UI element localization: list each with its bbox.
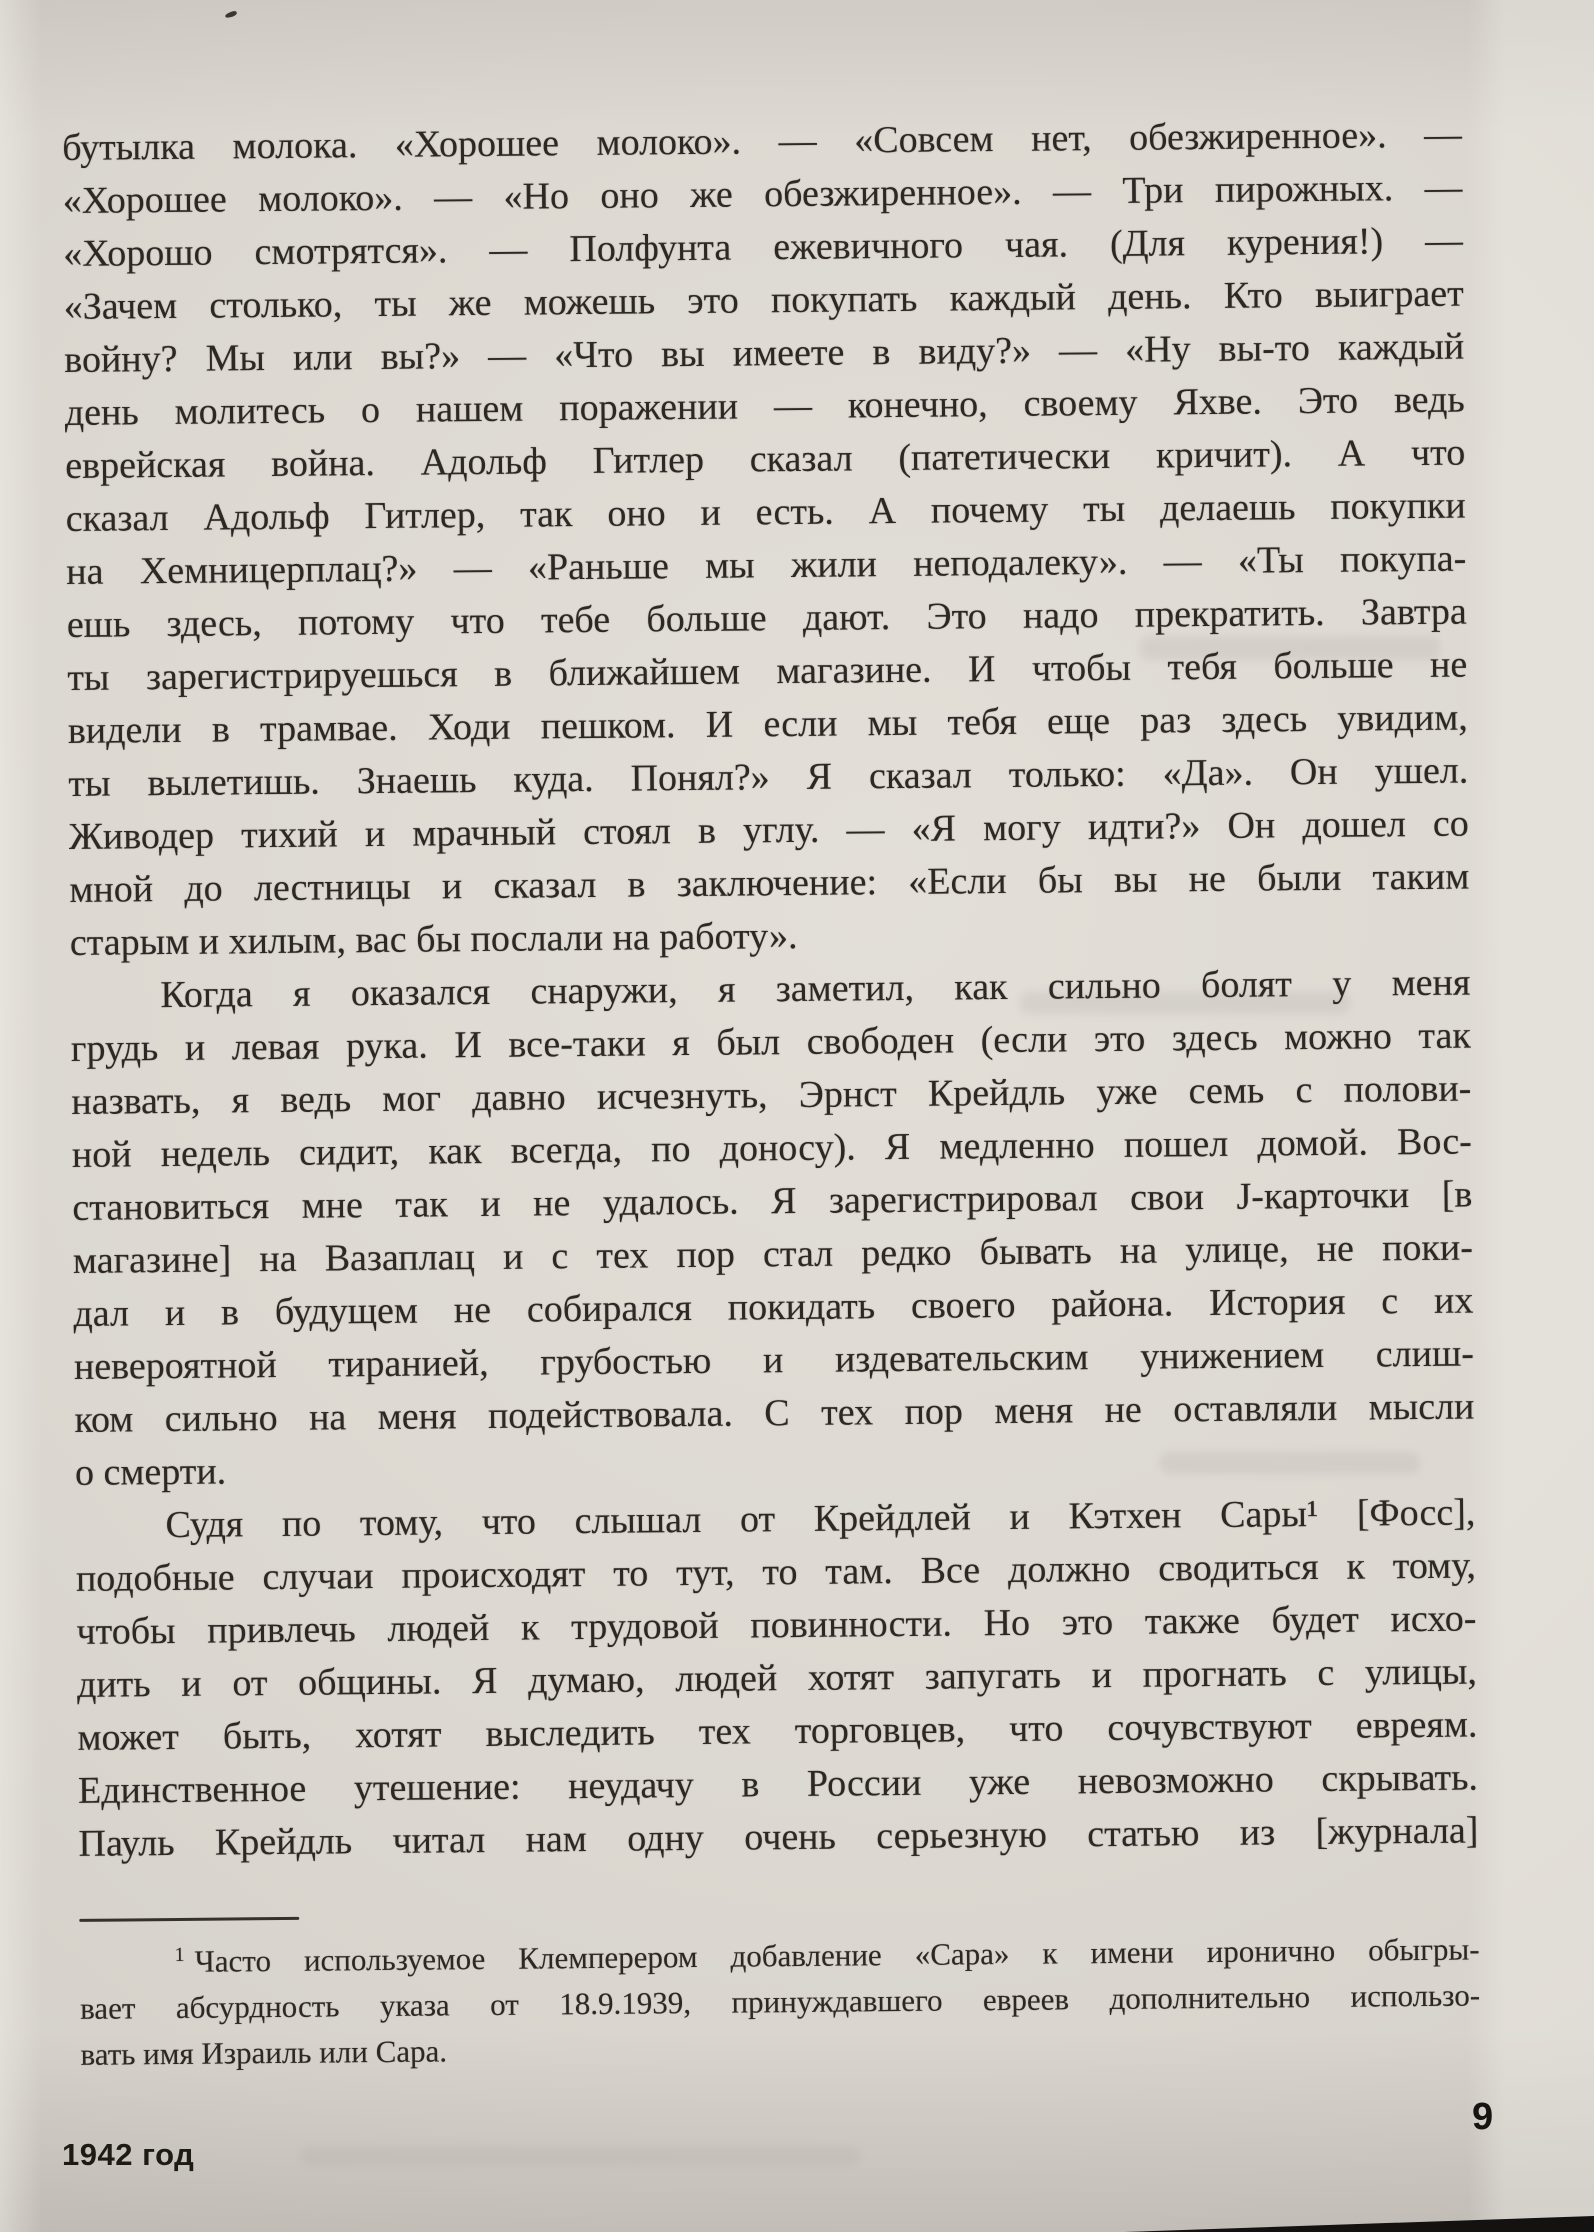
text-line: Единственное утешение: неудачу в России уже невозможно скрывать. — [77, 1756, 1479, 1812]
text-line: чтобы привлечь людей к трудовой повинности. Но это также будет исхо- — [76, 1597, 1477, 1653]
paragraph — [62, 109, 1470, 970]
text-line: Живодер тихий и мрачный стоял в углу. — «Я могу идти?» Он дошел со — [68, 802, 1470, 858]
text-line: о смерти. — [74, 1450, 227, 1494]
text-line: дить и от общины. Я думаю, людей хотят запугать и прогнать с улицы, — [76, 1650, 1478, 1706]
footnote-line: вает абсурдность указа от 18.9.1939, принуждавшего евреев дополнительно использо- — [79, 1977, 1481, 2026]
text-line: ты вылетишь. Знаешь куда. Понял?» Я сказал только: «Да». Он ушел. — [68, 749, 1469, 805]
text-line: войну? Мы или вы?» — «Что вы имеете в виду?» — «Ну вы-то каждый — [64, 325, 1465, 381]
text-line: сказал Адольф Гитлер, так оно и есть. А почему ты делаешь покупки — [65, 484, 1466, 540]
ink-speck — [225, 10, 238, 18]
text-line: Пауль Крейдль читал нам одну очень серьезную статью из [журнала] — [78, 1809, 1479, 1865]
text-line: бутылка молока. «Хорошее молоко». — «Совсем нет, обезжиренное». — — [62, 113, 1463, 169]
text-line: мной до лестницы и сказал в заключение: «Если бы вы не были таким — [69, 855, 1470, 911]
text-line: Когда я оказался снаружи, я заметил, как сильно болят у меня — [160, 961, 1471, 1017]
text-line: ной недель сидит, как всегда, по доносу). Я медленно пошел домой. Вос- — [71, 1120, 1473, 1176]
text-line: ты зарегистрируешься в ближайшем магазине. И чтобы тебя больше не — [67, 643, 1468, 699]
text-line: «Хорошо смотрятся». — Полфунта ежевичного чая. (Для курения!) — — [63, 219, 1464, 275]
show-through-smudge — [300, 2146, 860, 2166]
text-line: ком сильно на меня подействовала. С тех пор меня не оставляли мысли — [74, 1385, 1475, 1441]
text-line: Судя по тому, что слышал от Крейдлей и Кэтхен Сары¹ [Фосс], — [165, 1491, 1476, 1547]
footnote-line: $^1$ Часто используемое Клемперером добавление «Сара» к имени иронично обыгры- — [174, 1931, 1480, 1979]
paragraph — [70, 957, 1475, 1500]
page-number: 9 — [1472, 2096, 1494, 2138]
text-line: ешь здесь, потому что тебе больше дают. Это надо прекратить. Завтра — [66, 590, 1467, 646]
text-line: дал и в будущем не собирался покидать своего района. История с их — [73, 1279, 1474, 1335]
footnote-line: вать имя Израиль или Сара. — [80, 2033, 448, 2072]
text-line: магазине] на Вазаплац и с тех пор стал редко бывать на улице, не поки- — [72, 1226, 1474, 1282]
text-line: подобные случаи происходят то тут, то там. Все должно сводиться к тому, — [75, 1544, 1477, 1600]
text-line: грудь и левая рука. И все-таки я был свободен (если это здесь можно так — [70, 1014, 1472, 1070]
text-line: день молитесь о нашем поражении — конечно, своему Яхве. Это ведь — [64, 378, 1465, 434]
text-line: еврейская война. Адольф Гитлер сказал (патетически кричит). А что — [65, 431, 1466, 487]
text-line: старым и хилым, вас бы послали на работу». — [69, 914, 798, 964]
footnote-marker: 1 — [174, 1943, 185, 1966]
text-line: «Зачем столько, ты же можешь это покупать каждый день. Кто выиграет — [63, 272, 1464, 328]
text-line: на Хемницерплац?» — «Раньше мы жили неподалеку». — «Ты покупа- — [66, 537, 1467, 593]
footnote — [79, 1926, 1480, 2077]
footnote-divider — [79, 1917, 299, 1922]
text-line: «Хорошее молоко». — «Но оно же обезжиренное». — Три пирожных. — — [62, 166, 1463, 222]
text-line: может быть, хотят выследить тех торговцев, что сочувствуют евреям. — [77, 1703, 1478, 1759]
text-line: видели в трамвае. Ходи пешком. И если мы тебя еще раз здесь увидим, — [67, 696, 1468, 752]
photo-bottom-edge — [1124, 2216, 1594, 2232]
text-line: назвать, я ведь мог давно исчезнуть, Эрнст Крейдль уже семь с полови- — [71, 1067, 1472, 1123]
text-line: становиться мне так и не удалось. Я зарегистрировал свои J-карточки [в — [72, 1173, 1473, 1229]
text-line: невероятной тиранией, грубостью и издевательским унижением слиш- — [73, 1332, 1475, 1388]
page-body — [62, 109, 1479, 1871]
page-content — [62, 109, 1481, 2078]
paragraph — [75, 1486, 1478, 1870]
running-footer-year: 1942 год — [62, 2137, 195, 2172]
